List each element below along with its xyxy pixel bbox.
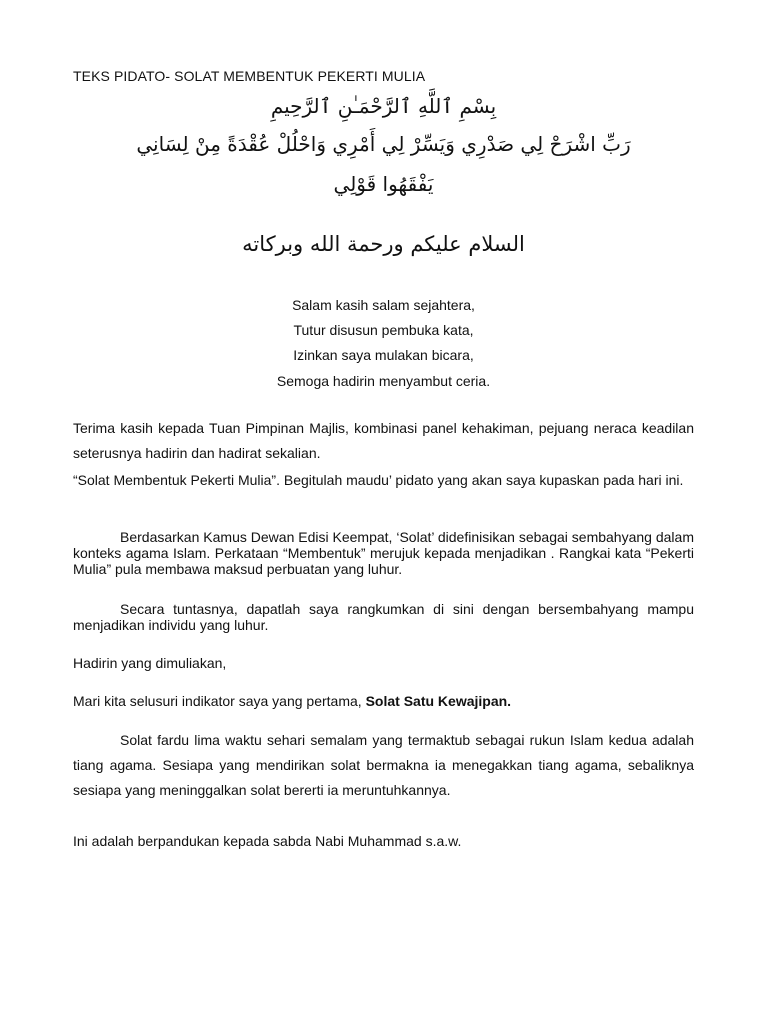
dua-line-1: رَبِّ اشْرَحْ لِي صَدْرِي وَيَسِّرْ لِي أَمْرِي وَاحْلُلْ عُقْدَةً مِنْ لِسَانِي [136,132,631,156]
salam-greeting: السلام عليكم ورحمة الله وبركاته [242,232,525,256]
definition-paragraph: Berdasarkan Kamus Dewan Edisi Keempat, ‘Solat’ didefinisikan sebagai sembahyang dalam konteks agama Islam. Perkataan “Membentuk” merujuk kepada menjadikan . Rangkai kata “Pekerti Mulia” pula membawa maksud perbuatan yang luhur. [73,529,694,577]
summary-paragraph: Secara tuntasnya, dapatlah saya rangkumkan di sini dengan bersembahyang mampu menjadikan individu yang luhur. [73,601,694,633]
address-line: Hadirin yang dimuliakan, [73,655,227,671]
poem-line-1: Salam kasih salam sejahtera, [292,297,475,313]
basmala-text: بِسْمِ ٱللَّهِ ٱلرَّحْمَـٰنِ ٱلرَّحِيمِ [270,94,497,118]
indicator-heading: Solat Satu Kewajipan. [365,693,512,709]
poem-line-3: Izinkan saya mulakan bicara, [293,347,474,363]
document-title: TEKS PIDATO- SOLAT MEMBENTUK PEKERTI MULIA [73,68,426,84]
dua-line-2: يَفْقَهُوا قَوْلِي [333,172,434,196]
indicator-paragraph [73,693,694,709]
indicator-prefix: Mari kita selusuri indikator saya yang pertama, [73,693,366,709]
hadith-line: Ini adalah berpandukan kepada sabda Nabi Muhammad s.a.w. [73,833,462,849]
poem-line-4: Semoga hadirin menyambut ceria. [276,373,491,389]
topic-paragraph: “Solat Membentuk Pekerti Mulia”. Begitulah maudu’ pidato yang akan saya kupaskan pada hari ini. [73,472,684,488]
thanks-paragraph: Terima kasih kepada Tuan Pimpinan Majlis, kombinasi panel kehakiman, pejuang neraca keadilan seterusnya hadirin dan hadirat sekalian. [73,420,694,461]
poem-line-2: Tutur disusun pembuka kata, [293,322,474,338]
fardu-paragraph: Solat fardu lima waktu sehari semalam yang termaktub sebagai rukun Islam kedua adalah tiang agama. Sesiapa yang mendirikan solat bermakna ia menegakkan tiang agama, sebaliknya sesiapa yang meninggalkan solat bererti ia meruntuhkannya. [73,732,694,798]
